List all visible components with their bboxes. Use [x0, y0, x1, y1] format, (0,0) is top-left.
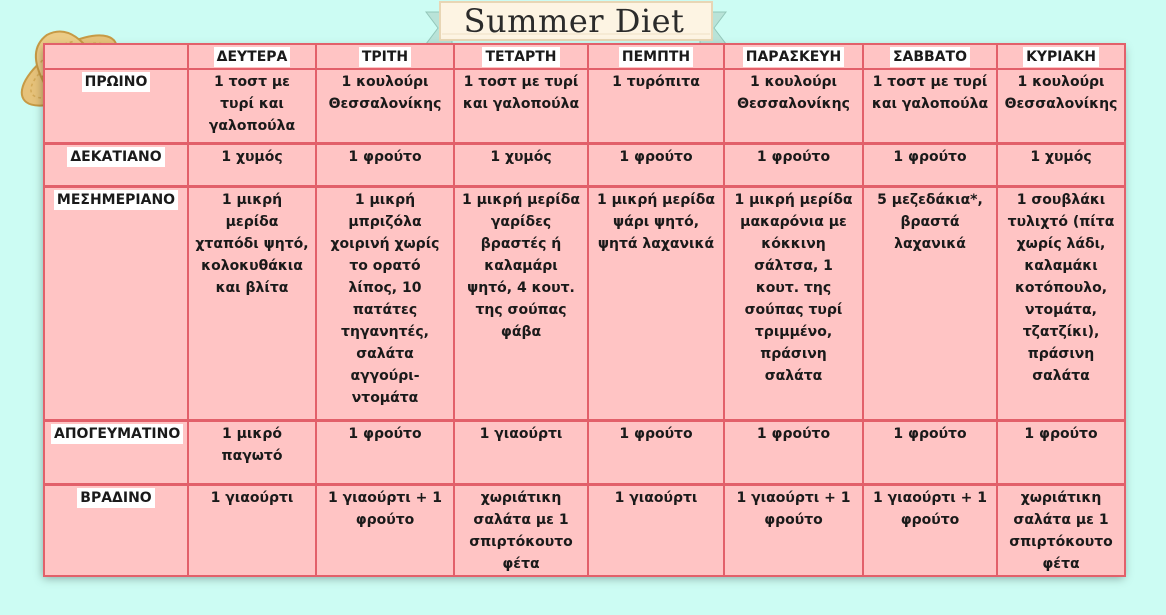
day-header: ΠΕΜΠΤΗ: [588, 44, 724, 69]
meal-row-dinner: [44, 484, 1125, 576]
meal-label: ΒΡΑΔΙΝΟ: [44, 484, 188, 576]
meal-cell: 1 φρούτο: [863, 420, 997, 484]
meal-cell: 1 μικρό παγωτό: [188, 420, 316, 484]
meal-row-breakfast: [44, 69, 1125, 143]
meal-cell: 1 γιαούρτι: [588, 484, 724, 576]
meal-cell: 1 γιαούρτι + 1 φρούτο: [724, 484, 863, 576]
day-header: ΔΕΥΤΕΡΑ: [188, 44, 316, 69]
meal-cell: 1 χυμός: [997, 143, 1125, 186]
meal-cell: 1 φρούτο: [316, 420, 454, 484]
day-header: ΤΕΤΑΡΤΗ: [454, 44, 588, 69]
meal-cell: 1 φρούτο: [588, 143, 724, 186]
meal-cell: 1 γιαούρτι: [188, 484, 316, 576]
day-header: ΣΑΒΒΑΤΟ: [863, 44, 997, 69]
meal-cell: 1 τοστ με τυρί και γαλοπούλα: [863, 69, 997, 143]
meal-cell: 1 τοστ με τυρί και γαλοπούλα: [188, 69, 316, 143]
diet-table: [43, 43, 1126, 577]
meal-cell: 1 φρούτο: [588, 420, 724, 484]
meal-cell: 1 τοστ με τυρί και γαλοπούλα: [454, 69, 588, 143]
meal-cell: 1 μικρή μερίδα γαρίδες βραστές ή καλαμάρι ψητό, 4 κουτ. της σούπας φάβα: [454, 186, 588, 420]
diet-table-container: [43, 43, 1124, 573]
meal-cell: 1 γιαούρτι + 1 φρούτο: [316, 484, 454, 576]
page-title: Summer Diet: [463, 2, 685, 40]
meal-cell: 1 μικρή μερίδα ψάρι ψητό, ψητά λαχανικά: [588, 186, 724, 420]
day-header: ΤΡΙΤΗ: [316, 44, 454, 69]
meal-label: ΜΕΣΗΜΕΡΙΑΝΟ: [44, 186, 188, 420]
meal-label: ΔΕΚΑΤΙΑΝΟ: [44, 143, 188, 186]
meal-cell: 1 κουλούρι Θεσσαλονίκης: [724, 69, 863, 143]
meal-label: ΠΡΩΙΝΟ: [44, 69, 188, 143]
meal-cell: χωριάτικη σαλάτα με 1 σπιρτόκουτο φέτα: [997, 484, 1125, 576]
meal-cell: 1 φρούτο: [724, 143, 863, 186]
meal-cell: 5 μεζεδάκια*, βραστά λαχανικά: [863, 186, 997, 420]
meal-row-lunch: [44, 186, 1125, 420]
meal-cell: 1 φρούτο: [863, 143, 997, 186]
meal-cell: 1 μικρή μπριζόλα χοιρινή χωρίς το ορατό λίπος, 10 πατάτες τηγανητές, σαλάτα αγγούρι-ντομάτα: [316, 186, 454, 420]
meal-label: ΑΠΟΓΕΥΜΑΤΙΝΟ: [44, 420, 188, 484]
meal-cell: 1 φρούτο: [724, 420, 863, 484]
meal-cell: 1 φρούτο: [997, 420, 1125, 484]
meal-cell: 1 χυμός: [454, 143, 588, 186]
meal-cell: 1 κουλούρι Θεσσαλονίκης: [316, 69, 454, 143]
day-header: ΠΑΡΑΣΚΕΥΗ: [724, 44, 863, 69]
corner-cell: [44, 44, 188, 69]
meal-cell: χωριάτικη σαλάτα με 1 σπιρτόκουτο φέτα: [454, 484, 588, 576]
meal-cell: 1 χυμός: [188, 143, 316, 186]
meal-cell: 1 κουλούρι Θεσσαλονίκης: [997, 69, 1125, 143]
meal-cell: 1 φρούτο: [316, 143, 454, 186]
meal-cell: 1 σουβλάκι τυλιχτό (πίτα χωρίς λάδι, καλαμάκι κοτόπουλο, ντομάτα, τζατζίκι), πράσινη σαλάτα: [997, 186, 1125, 420]
meal-cell: 1 μικρή μερίδα χταπόδι ψητό, κολοκυθάκια και βλίτα: [188, 186, 316, 420]
meal-cell: 1 τυρόπιτα: [588, 69, 724, 143]
header-row: [44, 44, 1125, 69]
meal-cell: 1 γιαούρτι + 1 φρούτο: [863, 484, 997, 576]
meal-row-snack: [44, 143, 1125, 186]
meal-row-afternoon: [44, 420, 1125, 484]
day-header: ΚΥΡΙΑΚΗ: [997, 44, 1125, 69]
meal-cell: 1 γιαούρτι: [454, 420, 588, 484]
meal-cell: 1 μικρή μερίδα μακαρόνια με κόκκινη σάλτσα, 1 κουτ. της σούπας τυρί τριμμένο, πράσινη σαλάτα: [724, 186, 863, 420]
